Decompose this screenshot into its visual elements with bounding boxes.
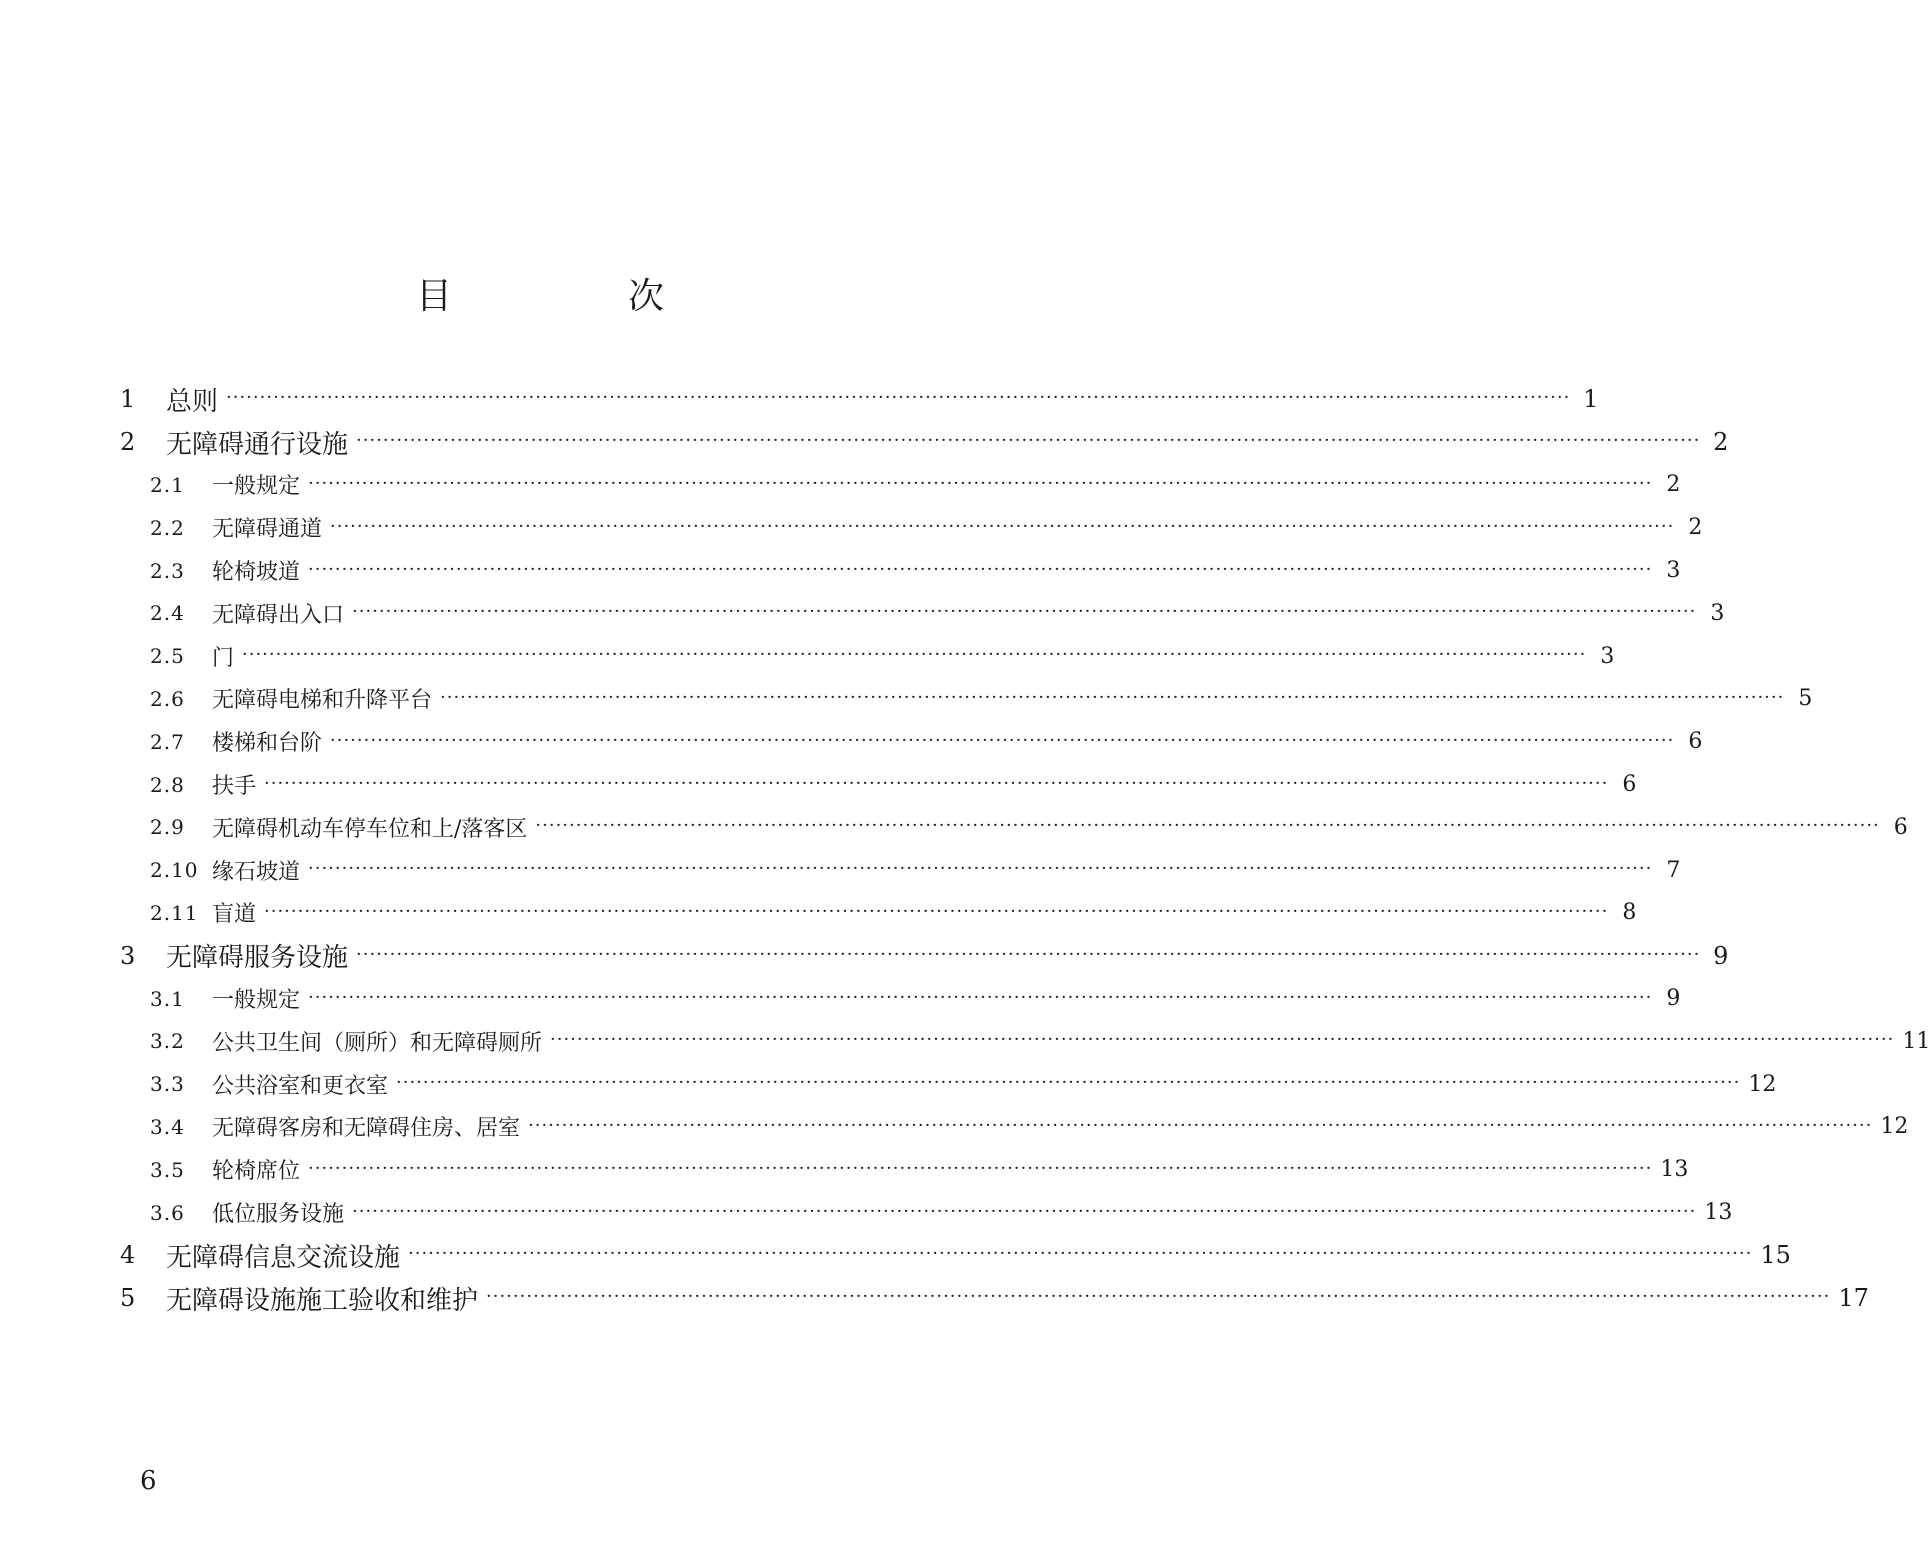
toc-entry-number: 2.8 xyxy=(150,772,185,797)
toc-section-entry[interactable] xyxy=(120,678,1813,721)
toc-section-entry[interactable] xyxy=(120,635,1615,678)
toc-leader-dots: ········································································································································································································ xyxy=(308,558,1653,580)
toc-leader-dots: ········································································································································································································ xyxy=(330,729,1675,751)
toc-entry-number: 2.3 xyxy=(150,558,185,583)
toc-entry-page: 8 xyxy=(1622,900,1637,926)
toc-entry-page: 2 xyxy=(1688,515,1703,541)
toc-entry-number: 3 xyxy=(120,941,136,970)
toc-chapter-entry[interactable] xyxy=(120,1277,1869,1320)
toc-section-entry[interactable] xyxy=(120,849,1681,892)
toc-leader-dots: ········································································································································································································ xyxy=(308,986,1653,1008)
toc-leader-dots: ········································································································································································································ xyxy=(226,387,1571,409)
toc-entry-number: 2.2 xyxy=(150,515,185,540)
toc-leader-dots: ········································································································································································································ xyxy=(408,1243,1753,1265)
toc-entry-number: 2.6 xyxy=(150,686,185,711)
toc-entry-title: 无障碍通行设施 xyxy=(166,429,349,460)
toc-entry-number: 1 xyxy=(120,385,136,414)
toc-leader-dots: ········································································································································································································ xyxy=(308,472,1653,494)
toc-entry-title: 一般规定 xyxy=(212,988,301,1014)
toc-entry-page: 12 xyxy=(1748,1071,1777,1097)
toc-entry-page: 9 xyxy=(1666,986,1681,1012)
toc-leader-dots: ········································································································································································································ xyxy=(356,943,1701,965)
toc-section-entry[interactable] xyxy=(120,592,1725,635)
toc-entry-number: 3.1 xyxy=(150,986,185,1011)
toc-leader-dots: ········································································································································································································ xyxy=(308,1157,1653,1179)
toc-section-entry[interactable] xyxy=(120,892,1637,935)
toc-entry-number: 3.4 xyxy=(150,1114,185,1139)
toc-entry-number: 3.2 xyxy=(150,1029,185,1054)
toc-entry-page: 13 xyxy=(1660,1157,1689,1183)
toc-entry-page: 3 xyxy=(1666,558,1681,584)
toc-entry-title: 公共浴室和更衣室 xyxy=(212,1073,389,1099)
toc-entry-title: 缘石坡道 xyxy=(212,859,301,885)
toc-entry-number: 2.9 xyxy=(150,815,185,840)
toc-entry-title: 无障碍服务设施 xyxy=(166,943,349,974)
toc-entry-number: 2.10 xyxy=(150,858,199,883)
toc-entry-title: 无障碍机动车停车位和上/落客区 xyxy=(212,816,528,842)
toc-leader-dots: ········································································································································································································ xyxy=(264,900,1609,922)
toc-leader-dots: ········································································································································································································ xyxy=(352,1200,1697,1222)
toc-section-entry[interactable] xyxy=(120,1106,1909,1149)
toc-entry-title: 盲道 xyxy=(212,902,257,928)
toc-entry-number: 2 xyxy=(120,428,136,457)
toc-chapter-entry[interactable] xyxy=(120,421,1729,464)
table-of-contents xyxy=(120,378,1930,1320)
toc-leader-dots: ········································································································································································································ xyxy=(440,686,1785,708)
toc-leader-dots: ········································································································································································································ xyxy=(352,601,1697,623)
toc-entry-title: 无障碍客房和无障碍住房、居室 xyxy=(212,1116,521,1142)
toc-entry-number: 5 xyxy=(120,1284,136,1313)
toc-section-entry[interactable] xyxy=(120,763,1637,806)
toc-section-entry[interactable] xyxy=(120,977,1681,1020)
toc-entry-number: 3.6 xyxy=(150,1200,185,1225)
toc-entry-page: 6 xyxy=(1893,814,1908,840)
toc-entry-page: 6 xyxy=(1688,729,1703,755)
toc-entry-number: 2.11 xyxy=(150,900,199,925)
page-number: 6 xyxy=(140,1466,157,1496)
toc-entry-page: 12 xyxy=(1880,1114,1909,1140)
toc-entry-title: 轮椅坡道 xyxy=(212,560,301,586)
toc-section-entry[interactable] xyxy=(120,464,1681,507)
toc-entry-page: 11 xyxy=(1902,1028,1930,1054)
toc-section-entry[interactable] xyxy=(120,1191,1733,1234)
toc-entry-title: 一般规定 xyxy=(212,474,301,500)
toc-leader-dots: ········································································································································································································ xyxy=(242,644,1587,666)
toc-leader-dots: ········································································································································································································ xyxy=(486,1286,1831,1308)
toc-entry-title: 无障碍设施施工验收和维护 xyxy=(166,1285,479,1316)
toc-section-entry[interactable] xyxy=(120,549,1681,592)
toc-entry-page: 17 xyxy=(1838,1284,1869,1313)
toc-entry-number: 3.3 xyxy=(150,1072,185,1097)
toc-section-entry[interactable] xyxy=(120,1020,1930,1063)
toc-entry-page: 3 xyxy=(1600,643,1615,669)
toc-section-entry[interactable] xyxy=(120,1148,1689,1191)
toc-entry-page: 6 xyxy=(1622,772,1637,798)
toc-entry-page: 13 xyxy=(1704,1200,1733,1226)
toc-entry-title: 楼梯和台阶 xyxy=(212,731,323,757)
toc-entry-title: 无障碍信息交流设施 xyxy=(166,1242,401,1273)
toc-entry-page: 1 xyxy=(1583,385,1599,414)
toc-entry-page: 7 xyxy=(1666,857,1681,883)
toc-entry-number: 2.1 xyxy=(150,472,185,497)
toc-entry-number: 2.5 xyxy=(150,644,185,669)
page-title: 目 次 xyxy=(415,276,734,317)
toc-chapter-entry[interactable] xyxy=(120,1234,1791,1277)
toc-entry-page: 5 xyxy=(1798,686,1813,712)
toc-entry-page: 2 xyxy=(1666,472,1681,498)
toc-leader-dots: ········································································································································································································ xyxy=(528,1114,1873,1136)
toc-section-entry[interactable] xyxy=(120,720,1703,763)
toc-leader-dots: ········································································································································································································ xyxy=(535,815,1880,837)
toc-entry-page: 3 xyxy=(1710,600,1725,626)
toc-entry-page: 2 xyxy=(1713,428,1729,457)
toc-entry-page: 15 xyxy=(1760,1241,1791,1270)
toc-leader-dots: ········································································································································································································ xyxy=(330,515,1675,537)
toc-leader-dots: ········································································································································································································ xyxy=(264,772,1609,794)
toc-entry-title: 总则 xyxy=(166,386,219,417)
toc-entry-title: 扶手 xyxy=(212,774,257,800)
toc-entry-title: 公共卫生间（厕所）和无障碍厕所 xyxy=(212,1030,543,1056)
toc-entry-page: 9 xyxy=(1713,941,1729,970)
toc-entry-title: 无障碍出入口 xyxy=(212,602,345,628)
toc-chapter-entry[interactable] xyxy=(120,934,1729,977)
toc-entry-title: 无障碍通道 xyxy=(212,517,323,543)
toc-entry-title: 无障碍电梯和升降平台 xyxy=(212,688,433,714)
toc-section-entry[interactable] xyxy=(120,1063,1777,1106)
toc-entry-number: 2.7 xyxy=(150,729,185,754)
toc-chapter-entry[interactable] xyxy=(120,378,1599,421)
toc-section-entry[interactable] xyxy=(120,806,1908,849)
toc-entry-title: 轮椅席位 xyxy=(212,1159,301,1185)
toc-entry-number: 2.4 xyxy=(150,601,185,626)
toc-leader-dots: ········································································································································································································ xyxy=(550,1029,1895,1051)
toc-entry-number: 4 xyxy=(120,1241,136,1270)
toc-leader-dots: ········································································································································································································ xyxy=(308,858,1653,880)
toc-leader-dots: ········································································································································································································ xyxy=(396,1072,1741,1094)
toc-entry-number: 3.5 xyxy=(150,1157,185,1182)
toc-section-entry[interactable] xyxy=(120,506,1703,549)
toc-leader-dots: ········································································································································································································ xyxy=(356,430,1701,452)
toc-entry-title: 低位服务设施 xyxy=(212,1202,345,1228)
toc-entry-title: 门 xyxy=(212,645,235,671)
